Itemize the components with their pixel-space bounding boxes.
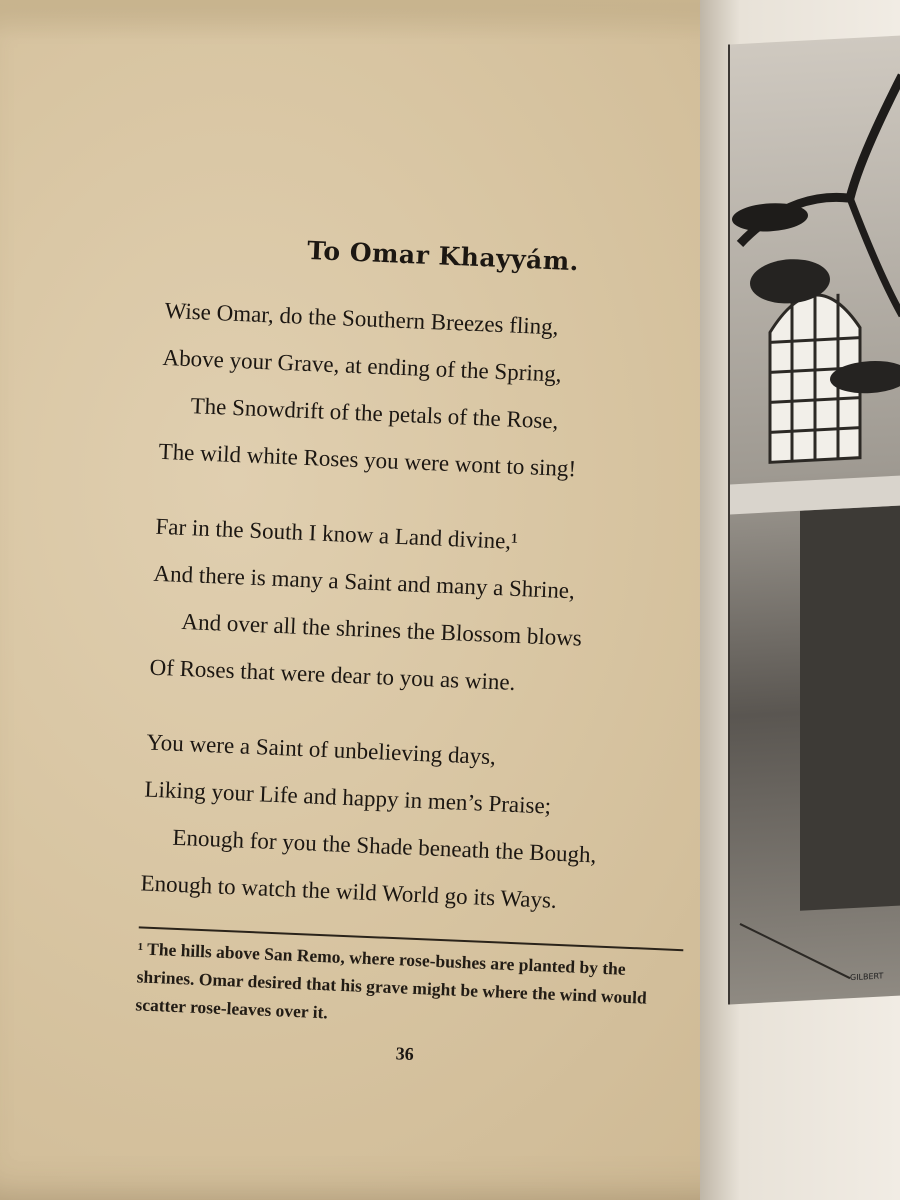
poem-line: You were a Saint of unbelieving days, xyxy=(146,729,497,770)
artist-signature: GILBERT xyxy=(850,971,884,983)
poem-line: Liking your Life and happy in men’s Praise; xyxy=(144,776,552,819)
poem-line: Wise Omar, do the Southern Breezes fling, xyxy=(164,297,559,340)
poem-line: And there is many a Saint and many a Shrine, xyxy=(153,560,576,604)
poem-line: The wild white Roses you were wont to sing! xyxy=(158,438,577,482)
footnote: ¹ The hills above San Remo, where rose-bushes are planted by the shrines. Omar desired that his grave might be where the wind would scatter rose-leaves over it. xyxy=(135,938,648,1023)
poem-line: Far in the South I know a Land divine,¹ xyxy=(155,513,519,554)
poem-line: And over all the shrines the Blossom blows xyxy=(181,608,583,651)
illustration-plate xyxy=(728,35,900,1004)
poem-line: Above your Grave, at ending of the Spring, xyxy=(162,344,563,387)
poem-line: Of Roses that were dear to you as wine. xyxy=(149,654,516,695)
garden-shrine-illustration xyxy=(730,35,900,1004)
poem-line: Enough for you the Shade beneath the Bough, xyxy=(172,824,597,868)
stanza-3 xyxy=(140,719,707,930)
poem-text-block xyxy=(133,230,727,1077)
stanza-1 xyxy=(158,287,725,498)
poem-line: The Snowdrift of the petals of the Rose, xyxy=(190,393,559,434)
poem-title: To Omar Khayyám. xyxy=(306,235,580,277)
stanza-2 xyxy=(149,503,716,714)
page-number: 36 xyxy=(395,1043,415,1065)
poem-line: Enough to watch the wild World go its Ways. xyxy=(140,870,558,913)
